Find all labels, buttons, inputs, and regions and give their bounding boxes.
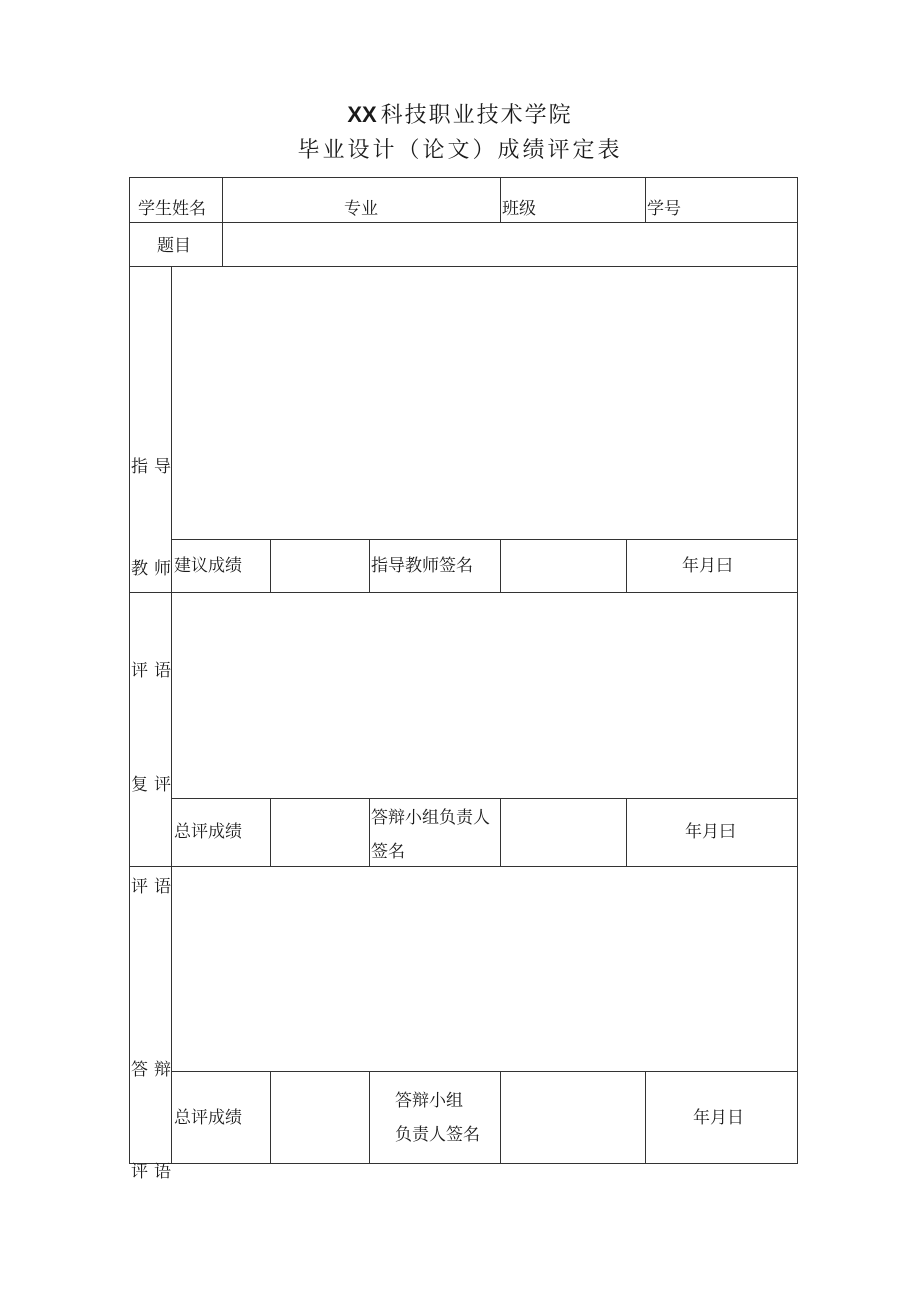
advisor-date-label: 年月曰	[682, 556, 733, 576]
review-section-label-cell	[129, 592, 177, 897]
review-signature-label-cell	[369, 798, 501, 867]
review-signature-line1: 答辩小组负责人	[371, 808, 490, 828]
review-date-cell[interactable]	[626, 798, 798, 867]
document-title	[0, 98, 920, 129]
advisor-label-line3: 评语	[131, 661, 177, 681]
class-label: 班级	[502, 199, 536, 219]
review-grade-label: 总评成绩	[174, 822, 242, 842]
defense-label-line1: 答辩	[131, 1060, 177, 1080]
suggested-grade-field[interactable]	[270, 539, 370, 593]
student-id-cell[interactable]	[645, 177, 798, 223]
advisor-section-label-cell	[129, 266, 177, 681]
student-name-label: 学生姓名	[138, 199, 206, 219]
class-cell[interactable]	[500, 177, 646, 223]
defense-grade-label: 总评成绩	[174, 1108, 242, 1128]
review-date-label: 年月曰	[685, 822, 736, 842]
review-comments-area[interactable]	[171, 592, 798, 799]
review-signature-line2: 签名	[371, 842, 405, 862]
defense-grade-label-cell	[171, 1071, 271, 1164]
title-text: 科技职业技术学院	[380, 103, 573, 128]
review-grade-field[interactable]	[270, 798, 370, 867]
major-label: 专业	[344, 199, 378, 219]
topic-field[interactable]	[222, 222, 798, 267]
suggested-grade-label-cell	[171, 539, 271, 593]
document-subtitle: 毕业设计（论文）成绩评定表	[297, 138, 623, 163]
title-prefix: XX	[347, 102, 377, 127]
review-grade-label-cell	[171, 798, 271, 867]
topic-label-cell	[129, 222, 223, 267]
review-label-line2: 评语	[131, 877, 177, 897]
advisor-signature-label: 指导教师签名	[371, 556, 473, 576]
advisor-date-cell[interactable]	[626, 539, 798, 593]
suggested-grade-label: 建议成绩	[174, 556, 242, 576]
defense-signature-field[interactable]	[500, 1071, 646, 1164]
defense-label-line2: 评语	[131, 1162, 177, 1182]
review-signature-field[interactable]	[500, 798, 627, 867]
student-id-label: 学号	[647, 199, 681, 219]
defense-date-label: 年月日	[693, 1108, 744, 1128]
advisor-label-line2: 教师	[131, 559, 177, 579]
advisor-comments-area[interactable]	[171, 266, 798, 540]
topic-label: 题目	[157, 236, 191, 256]
defense-signature-line2: 负责人签名	[395, 1125, 480, 1145]
defense-grade-field[interactable]	[270, 1071, 370, 1164]
defense-section-label-cell	[129, 866, 177, 1182]
advisor-signature-field[interactable]	[500, 539, 627, 593]
review-label-line1: 复评	[131, 775, 177, 795]
defense-signature-line1: 答辩小组	[395, 1091, 463, 1111]
defense-comments-area[interactable]	[171, 866, 798, 1072]
advisor-signature-label-cell	[369, 539, 501, 593]
student-name-label-cell	[129, 177, 223, 223]
advisor-label-line1: 指导	[131, 457, 177, 477]
defense-signature-label-cell	[369, 1071, 501, 1164]
major-cell[interactable]	[222, 177, 501, 223]
defense-date-cell[interactable]	[645, 1071, 798, 1164]
